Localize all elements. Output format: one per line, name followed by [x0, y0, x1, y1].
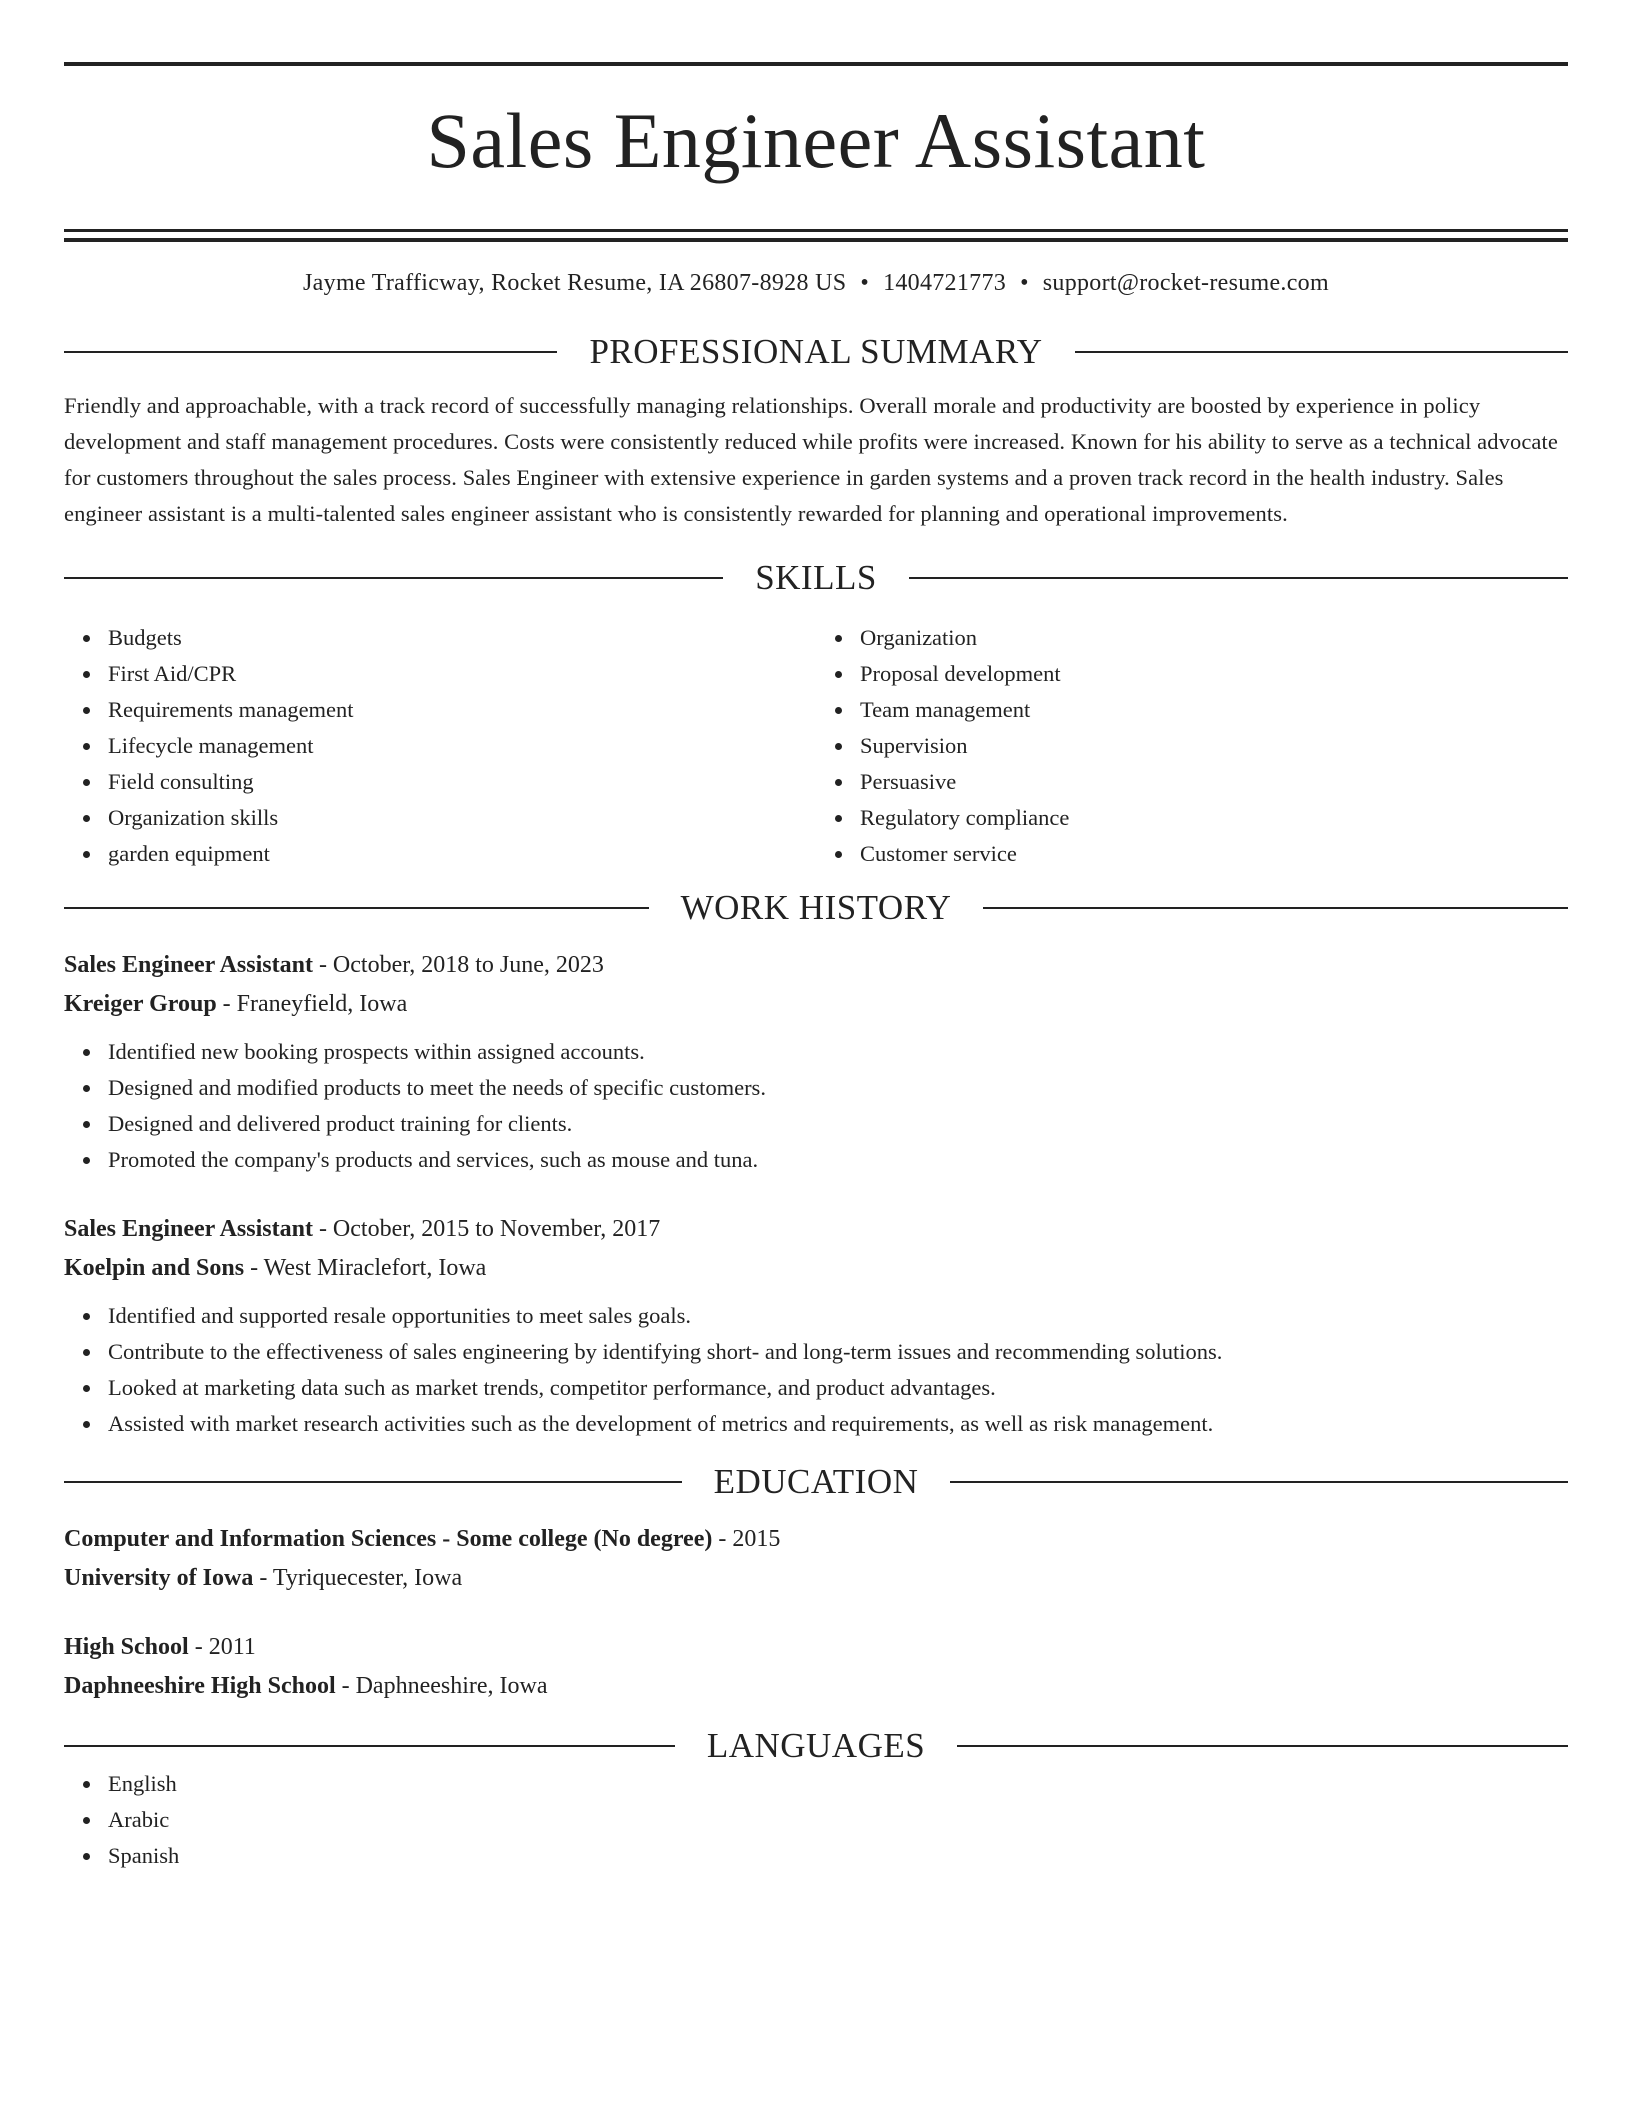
education-entry — [64, 1628, 1568, 1706]
divider-line — [64, 907, 649, 909]
education-location: - Tyriquecester, Iowa — [253, 1565, 463, 1591]
contact-email: support@rocket-resume.com — [1042, 270, 1329, 296]
job-bullet: Identified and supported resale opportunities to meet sales goals. — [108, 1298, 1568, 1334]
contact-phone: 1404721773 — [883, 270, 1007, 296]
work-history-section-heading — [64, 888, 1568, 928]
education-degree: High School — [64, 1634, 189, 1660]
divider-line — [64, 1745, 675, 1747]
contact-address: Jayme Trafficway, Rocket Resume, IA 26807-8928 US — [303, 270, 847, 296]
job-bullet: Looked at marketing data such as market trends, competitor performance, and product advantages. — [108, 1370, 1568, 1406]
divider-line — [64, 1481, 682, 1483]
job-location: - West Miraclefort, Iowa — [244, 1255, 487, 1281]
job-company: Koelpin and Sons — [64, 1255, 245, 1281]
skill-item: garden equipment — [108, 836, 816, 872]
education-degree-line — [64, 1520, 1568, 1559]
job-entry — [64, 1210, 1568, 1442]
contact-separator: • — [860, 270, 870, 296]
education-year: - 2011 — [188, 1634, 256, 1660]
education-school-line — [64, 1559, 1568, 1598]
skill-item: Supervision — [860, 728, 1568, 764]
job-bullet: Designed and modified products to meet the needs of specific customers. — [108, 1070, 1568, 1106]
contact-line — [64, 268, 1568, 298]
languages-list — [64, 1766, 1568, 1874]
languages-section-heading — [64, 1726, 1568, 1766]
contact-separator: • — [1020, 270, 1029, 296]
job-dates: - October, 2015 to November, 2017 — [312, 1216, 661, 1242]
job-bullet: Identified new booking prospects within assigned accounts. — [108, 1034, 1568, 1070]
job-bullet: Contribute to the effectiveness of sales engineering by identifying short- and long-term issues and recommending solutions. — [108, 1334, 1568, 1370]
job-dates: - October, 2018 to June, 2023 — [312, 952, 604, 978]
job-company-line — [64, 1249, 1568, 1288]
title-double-rule — [64, 229, 1568, 232]
job-bullets — [64, 1034, 1568, 1178]
job-company: Kreiger Group — [64, 991, 217, 1017]
skills-column-right — [816, 620, 1568, 872]
summary-text: Friendly and approachable, with a track record of successfully managing relationships. Overall morale and productivity are boosted by experience in policy development and staff management procedures. Costs were consistently reduced while profits were increased. Known for his ability to serve as a technical advocate for customers throughout the sales process. Sales Engineer with extensive experience in garden systems and a proven track record in the health industry. Sales engineer assistant is a multi-talented sales engineer assistant who is consistently rewarded for planning and operational improvements. — [64, 393, 1558, 526]
job-role: Sales Engineer Assistant — [64, 952, 313, 978]
job-bullets — [64, 1298, 1568, 1442]
divider-line — [957, 1745, 1568, 1747]
summary-section-heading — [64, 332, 1568, 372]
education-entry — [64, 1520, 1568, 1598]
job-company-line — [64, 985, 1568, 1024]
education-school-line — [64, 1667, 1568, 1706]
skill-item: First Aid/CPR — [108, 656, 816, 692]
section-title: SKILLS — [755, 558, 877, 597]
skills-section-heading — [64, 558, 1568, 598]
skill-item: Requirements management — [108, 692, 816, 728]
skills-column-left — [64, 620, 816, 872]
section-title: EDUCATION — [713, 1462, 919, 1501]
education-degree: Computer and Information Sciences - Some college (No degree) — [64, 1526, 713, 1552]
language-item: English — [108, 1766, 1568, 1802]
job-bullet: Promoted the company's products and services, such as mouse and tuna. — [108, 1142, 1568, 1178]
divider-line — [909, 577, 1568, 579]
job-title-line — [64, 1210, 1568, 1249]
divider-line — [950, 1481, 1568, 1483]
section-title: LANGUAGES — [706, 1726, 926, 1765]
language-item: Spanish — [108, 1838, 1568, 1874]
skills-list — [64, 620, 1568, 872]
job-title-line — [64, 946, 1568, 985]
skill-item: Regulatory compliance — [860, 800, 1568, 836]
education-school: University of Iowa — [64, 1565, 254, 1591]
skill-item: Field consulting — [108, 764, 816, 800]
education-section-heading — [64, 1462, 1568, 1502]
job-entry — [64, 946, 1568, 1178]
education-year: - 2015 — [712, 1526, 781, 1552]
divider-line — [64, 577, 723, 579]
language-item: Arabic — [108, 1802, 1568, 1838]
job-role: Sales Engineer Assistant — [64, 1216, 313, 1242]
section-title: WORK HISTORY — [680, 888, 952, 927]
skill-item: Team management — [860, 692, 1568, 728]
job-location: - Franeyfield, Iowa — [216, 991, 408, 1017]
skill-item: Customer service — [860, 836, 1568, 872]
skill-item: Persuasive — [860, 764, 1568, 800]
education-school: Daphneeshire High School — [64, 1673, 336, 1699]
skill-item: Proposal development — [860, 656, 1568, 692]
page-title: Sales Engineer Assistant — [426, 97, 1206, 184]
skill-item: Organization skills — [108, 800, 816, 836]
section-title: PROFESSIONAL SUMMARY — [589, 332, 1043, 371]
skill-item: Budgets — [108, 620, 816, 656]
education-location: - Daphneeshire, Iowa — [335, 1673, 548, 1699]
skill-item: Organization — [860, 620, 1568, 656]
top-rule — [64, 62, 1568, 66]
job-bullet: Assisted with market research activities such as the development of metrics and requirements, as well as risk management. — [108, 1406, 1568, 1442]
skill-item: Lifecycle management — [108, 728, 816, 764]
divider-line — [64, 351, 557, 353]
divider-line — [1075, 351, 1568, 353]
divider-line — [983, 907, 1568, 909]
education-degree-line — [64, 1628, 1568, 1667]
job-bullet: Designed and delivered product training for clients. — [108, 1106, 1568, 1142]
